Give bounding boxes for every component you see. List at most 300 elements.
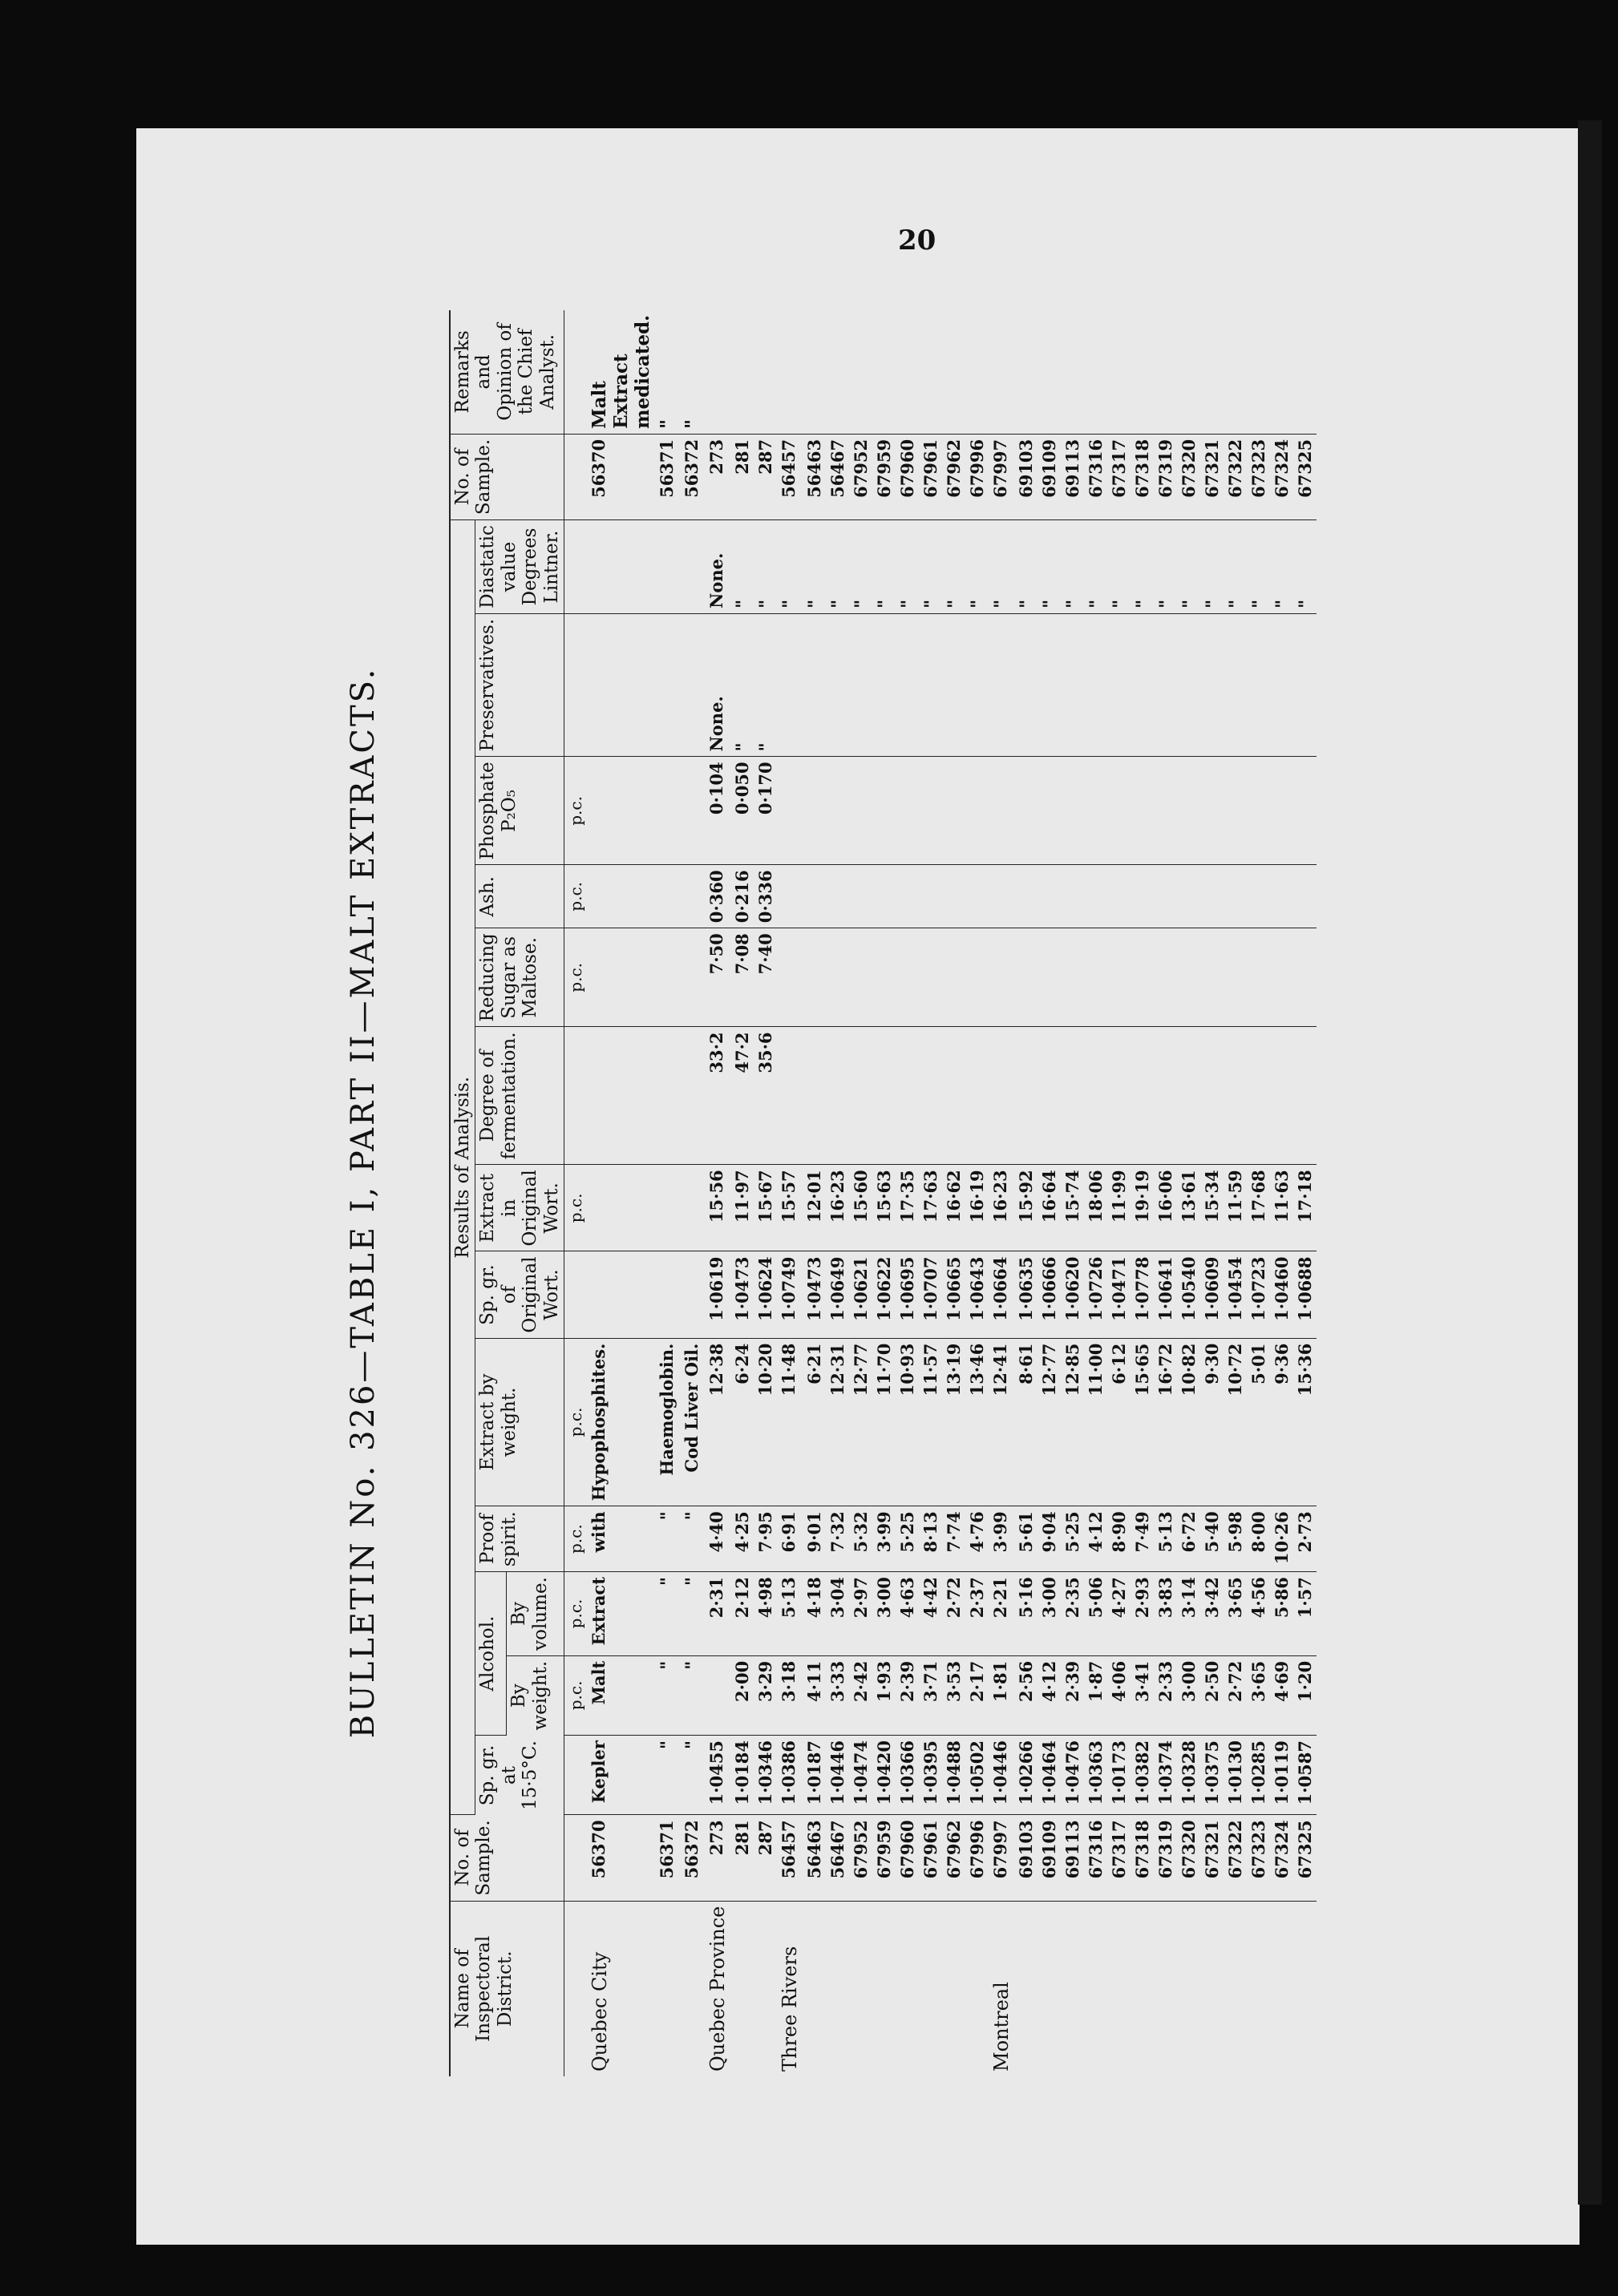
fermentation-cell	[1200, 1027, 1224, 1165]
ash-cell	[1107, 865, 1131, 928]
header-fermentation: Degree of fermentation.	[475, 1027, 564, 1165]
sample-cell: 67324	[1270, 1815, 1293, 1901]
preservatives-cell	[1061, 613, 1084, 757]
extract-original-cell: 17·18	[1293, 1165, 1317, 1251]
malt-extracts-table	[449, 310, 1317, 2076]
table-row	[989, 310, 1014, 2076]
sample-cell: 67960	[896, 1815, 919, 1901]
extract-weight-cell: 15·36	[1293, 1338, 1317, 1506]
extract-original-cell: 16·23	[826, 1165, 849, 1251]
ash-cell: 0·336	[754, 865, 777, 928]
reducing-sugar-cell	[1177, 928, 1200, 1027]
sp-gr-wort-cell: 1·0665	[942, 1251, 965, 1338]
district-cell	[1247, 1901, 1270, 2076]
sample-cell: 67316	[1084, 1815, 1107, 1901]
proof-spirit-cell: 8·00	[1247, 1506, 1270, 1572]
alcohol-weight-cell: 2·72	[1224, 1655, 1247, 1735]
sample-2-cell: 69103	[1014, 434, 1038, 519]
sample-cell: 67319	[1154, 1815, 1177, 1901]
ash-cell: 0·360	[705, 865, 730, 928]
ash-cell	[1224, 865, 1247, 928]
district-cell	[849, 1901, 872, 2076]
phosphate-cell	[1293, 757, 1317, 865]
district-cell	[1107, 1901, 1131, 2076]
sp-gr-cell: 1·0346	[754, 1736, 777, 1815]
remarks-cell	[1038, 310, 1061, 435]
reducing-sugar-cell	[1200, 928, 1224, 1027]
fermentation-cell	[989, 1027, 1014, 1165]
district-cell	[1177, 1901, 1200, 2076]
sp-gr-wort-cell: 1·0707	[919, 1251, 942, 1338]
table-row	[1014, 310, 1038, 2076]
unit-label: p.c.	[564, 865, 588, 928]
preservatives-cell	[1270, 613, 1293, 757]
fermentation-cell	[1131, 1027, 1154, 1165]
extract-original-cell: 15·92	[1014, 1165, 1038, 1251]
table-row	[919, 310, 942, 2076]
phosphate-cell	[849, 757, 872, 865]
sample-cell: 69109	[1038, 1815, 1061, 1901]
sample-2-cell: 56372	[680, 434, 705, 519]
diastatic-cell: "	[1293, 520, 1317, 614]
proof-spirit-cell: 8·13	[919, 1506, 942, 1572]
remarks-cell	[896, 310, 919, 435]
diastatic-cell: "	[1154, 520, 1177, 614]
table-row	[1224, 310, 1247, 2076]
diastatic-cell: "	[777, 520, 803, 614]
diastatic-cell: "	[965, 520, 989, 614]
sp-gr-wort-cell: 1·0620	[1061, 1251, 1084, 1338]
alcohol-volume-cell: 3·42	[1200, 1572, 1224, 1656]
proof-spirit-cell: 2·73	[1293, 1506, 1317, 1572]
reducing-sugar-cell	[655, 928, 680, 1027]
sample-cell: 67323	[1247, 1815, 1270, 1901]
proof-spirit-cell: 9·04	[1038, 1506, 1061, 1572]
fermentation-cell: 33·2	[705, 1027, 730, 1165]
sample-2-cell: 67960	[896, 434, 919, 519]
header-reducing-sugar: Reducing Sugar as Maltose.	[475, 928, 564, 1027]
alcohol-weight-cell: 2·39	[896, 1655, 919, 1735]
alcohol-volume-cell: 1·57	[1293, 1572, 1317, 1656]
alcohol-volume-cell: 2·93	[1131, 1572, 1154, 1656]
extract-weight-cell: 16·72	[1154, 1338, 1177, 1506]
remarks-cell	[1247, 310, 1270, 435]
proof-spirit-cell: "	[655, 1506, 680, 1572]
unit-label: p.c.	[564, 1506, 588, 1572]
sp-gr-cell: 1·0502	[965, 1736, 989, 1815]
reducing-sugar-cell	[872, 928, 896, 1027]
sp-gr-cell: 1·0474	[849, 1736, 872, 1815]
phosphate-cell	[1014, 757, 1038, 865]
extract-weight-cell: 10·93	[896, 1338, 919, 1506]
diastatic-cell: "	[989, 520, 1014, 614]
diastatic-cell: "	[849, 520, 872, 614]
proof-spirit-cell: 4·40	[705, 1506, 730, 1572]
sp-gr-wort-cell: 1·0688	[1293, 1251, 1317, 1338]
sample-2-cell: 67997	[989, 434, 1014, 519]
sample-cell: 67962	[942, 1815, 965, 1901]
table-row	[587, 310, 655, 2076]
table-row	[777, 310, 803, 2076]
proof-spirit-cell: 5·13	[1154, 1506, 1177, 1572]
sp-gr-cell: 1·0455	[705, 1736, 730, 1815]
phosphate-cell: 0·050	[730, 757, 754, 865]
table-row	[730, 310, 754, 2076]
extract-original-cell	[587, 1165, 655, 1251]
sample-cell: 67321	[1200, 1815, 1224, 1901]
district-cell: Quebec Province	[706, 1906, 730, 2072]
extract-weight-cell: 6·21	[803, 1338, 826, 1506]
sp-gr-cell: "	[680, 1736, 705, 1815]
table-row	[872, 310, 896, 2076]
sample-cell: 67322	[1224, 1815, 1247, 1901]
phosphate-cell	[587, 757, 655, 865]
alcohol-weight-cell	[705, 1655, 730, 1735]
phosphate-cell	[1177, 757, 1200, 865]
table-row	[1107, 310, 1131, 2076]
remarks-cell	[803, 310, 826, 435]
fermentation-cell	[1014, 1027, 1038, 1165]
header-sample-2: No. of Sample.	[450, 434, 564, 519]
alcohol-volume-cell: 2·12	[730, 1572, 754, 1656]
alcohol-volume-cell: 3·83	[1154, 1572, 1177, 1656]
sp-gr-wort-cell: 1·0749	[777, 1251, 803, 1338]
header-by-volume: By volume.	[507, 1572, 564, 1656]
fermentation-cell	[919, 1027, 942, 1165]
sp-gr-wort-cell: 1·0624	[754, 1251, 777, 1338]
alcohol-weight-cell: 4·12	[1038, 1655, 1061, 1735]
sample-cell: 67317	[1107, 1815, 1131, 1901]
reducing-sugar-cell	[1131, 928, 1154, 1027]
reducing-sugar-cell	[965, 928, 989, 1027]
proof-spirit-cell: 5·25	[896, 1506, 919, 1572]
proof-spirit-cell: 4·12	[1084, 1506, 1107, 1572]
sample-2-cell: 67319	[1154, 434, 1177, 519]
sample-cell: 67320	[1177, 1815, 1200, 1901]
extract-weight-cell: 10·82	[1177, 1338, 1200, 1506]
table-row	[1200, 310, 1224, 2076]
sample-cell: 69113	[1061, 1815, 1084, 1901]
district-cell: Quebec City	[589, 1951, 612, 2072]
alcohol-weight-cell: 3·29	[754, 1655, 777, 1735]
district-cell: Three Rivers	[779, 1946, 802, 2072]
fermentation-cell	[777, 1027, 803, 1165]
reducing-sugar-cell	[680, 928, 705, 1027]
diastatic-cell	[655, 520, 680, 614]
preservatives-cell: "	[754, 613, 777, 757]
alcohol-volume-cell: 4·18	[803, 1572, 826, 1656]
table-row	[942, 310, 965, 2076]
fermentation-cell: 47·2	[730, 1027, 754, 1165]
sample-cell: 56463	[803, 1815, 826, 1901]
header-results: Results of Analysis.	[450, 520, 475, 1815]
phosphate-cell	[896, 757, 919, 865]
alcohol-volume-cell: "	[655, 1572, 680, 1656]
header-alcohol: Alcohol.	[475, 1572, 507, 1736]
alcohol-weight-cell: 3·00	[1177, 1655, 1200, 1735]
table-row	[680, 310, 705, 2076]
proof-spirit-cell: 7·74	[942, 1506, 965, 1572]
remarks-cell	[1154, 310, 1177, 435]
alcohol-volume-cell: 2·97	[849, 1572, 872, 1656]
diastatic-cell: "	[1247, 520, 1270, 614]
preservatives-cell	[1154, 613, 1177, 757]
district-cell	[919, 1901, 942, 2076]
phosphate-cell	[826, 757, 849, 865]
table-row	[705, 310, 730, 2076]
phosphate-cell	[803, 757, 826, 865]
alcohol-volume-cell: 4·56	[1247, 1572, 1270, 1656]
district-cell	[1270, 1901, 1293, 2076]
table-row	[1084, 310, 1107, 2076]
ash-cell	[896, 865, 919, 928]
district-cell	[942, 1901, 965, 2076]
alcohol-volume-cell: 4·27	[1107, 1572, 1131, 1656]
alcohol-volume-cell: 2·31	[705, 1572, 730, 1656]
fermentation-cell	[942, 1027, 965, 1165]
preservatives-cell	[777, 613, 803, 757]
phosphate-cell	[1084, 757, 1107, 865]
sp-gr-wort-cell: 1·0635	[1014, 1251, 1038, 1338]
preservatives-cell	[896, 613, 919, 757]
extract-original-cell: 15·34	[1200, 1165, 1224, 1251]
fermentation-cell	[655, 1027, 680, 1165]
sp-gr-wort-cell: 1·0666	[1038, 1251, 1061, 1338]
remarks-cell	[826, 310, 849, 435]
phosphate-cell	[1061, 757, 1084, 865]
sample-2-cell: 56463	[803, 434, 826, 519]
reducing-sugar-cell	[919, 928, 942, 1027]
preservatives-cell	[1014, 613, 1038, 757]
preservatives-cell	[1107, 613, 1131, 757]
sp-gr-cell: 1·0476	[1061, 1736, 1084, 1815]
district-cell	[1131, 1901, 1154, 2076]
proof-spirit-cell: with	[587, 1506, 655, 1572]
preservatives-cell	[1224, 613, 1247, 757]
unit-label: p.c.	[564, 1338, 588, 1506]
table-row	[1293, 310, 1317, 2076]
ash-cell	[1154, 865, 1177, 928]
remarks-cell	[1177, 310, 1200, 435]
extract-original-cell	[680, 1165, 705, 1251]
diastatic-cell: None.	[705, 520, 730, 614]
proof-spirit-cell: 5·32	[849, 1506, 872, 1572]
district-cell	[1154, 1901, 1177, 2076]
extract-original-cell	[655, 1165, 680, 1251]
remarks-cell	[872, 310, 896, 435]
remarks-cell	[919, 310, 942, 435]
header-remarks: Remarks and Opinion of the Chief Analyst.	[450, 310, 564, 435]
alcohol-weight-cell: 4·11	[803, 1655, 826, 1735]
extract-weight-cell: 9·36	[1270, 1338, 1293, 1506]
proof-spirit-cell: 5·98	[1224, 1506, 1247, 1572]
sp-gr-wort-cell: 1·0471	[1107, 1251, 1131, 1338]
ash-cell	[680, 865, 705, 928]
sample-2-cell: 273	[705, 434, 730, 519]
sp-gr-cell: 1·0266	[1014, 1736, 1038, 1815]
remarks-cell	[754, 310, 777, 435]
extract-weight-cell: 12·77	[1038, 1338, 1061, 1506]
fermentation-cell	[1270, 1027, 1293, 1165]
sp-gr-wort-cell: 1·0609	[1200, 1251, 1224, 1338]
phosphate-cell	[1154, 757, 1177, 865]
alcohol-weight-cell: 2·42	[849, 1655, 872, 1735]
header-extract-weight: Extract by weight.	[475, 1338, 564, 1506]
sp-gr-cell: 1·0464	[1038, 1736, 1061, 1815]
sp-gr-wort-cell: 1·0473	[730, 1251, 754, 1338]
preservatives-cell	[919, 613, 942, 757]
district-cell	[896, 1901, 919, 2076]
unit-label: p.c.	[564, 757, 588, 865]
extract-weight-cell: 10·20	[754, 1338, 777, 1506]
reducing-sugar-cell	[826, 928, 849, 1027]
extract-original-cell: 16·23	[989, 1165, 1014, 1251]
preservatives-cell: None.	[705, 613, 730, 757]
reducing-sugar-cell	[1038, 928, 1061, 1027]
reducing-sugar-cell	[1014, 928, 1038, 1027]
proof-spirit-cell: 3·99	[872, 1506, 896, 1572]
reducing-sugar-cell: 7·50	[705, 928, 730, 1027]
preservatives-cell: "	[730, 613, 754, 757]
preservatives-cell	[872, 613, 896, 757]
extract-original-cell: 16·19	[965, 1165, 989, 1251]
diastatic-cell: "	[1131, 520, 1154, 614]
fermentation-cell	[826, 1027, 849, 1165]
remarks-cell	[1200, 310, 1224, 435]
sample-cell: 56457	[777, 1815, 803, 1901]
remarks-cell: Malt Extract medicated.	[587, 310, 655, 435]
sp-gr-cell: Kepler	[587, 1736, 655, 1815]
diastatic-cell: "	[919, 520, 942, 614]
sp-gr-cell: 1·0374	[1154, 1736, 1177, 1815]
sample-cell: 56372	[680, 1815, 705, 1901]
sp-gr-cell: 1·0446	[989, 1736, 1014, 1815]
extract-weight-cell: 9·30	[1200, 1338, 1224, 1506]
sp-gr-wort-cell: 1·0726	[1084, 1251, 1107, 1338]
alcohol-volume-cell: 3·65	[1224, 1572, 1247, 1656]
table-row	[1270, 310, 1293, 2076]
extract-original-cell: 15·67	[754, 1165, 777, 1251]
sp-gr-cell: 1·0187	[803, 1736, 826, 1815]
sample-2-cell: 67962	[942, 434, 965, 519]
sp-gr-wort-cell: 1·0778	[1131, 1251, 1154, 1338]
proof-spirit-cell: 7·95	[754, 1506, 777, 1572]
sp-gr-cell: "	[655, 1736, 680, 1815]
fermentation-cell	[872, 1027, 896, 1165]
unit-label: p.c.	[564, 1655, 588, 1735]
sp-gr-cell: 1·0173	[1107, 1736, 1131, 1815]
sample-cell: 67318	[1131, 1815, 1154, 1901]
sp-gr-cell: 1·0119	[1270, 1736, 1293, 1815]
proof-spirit-cell: 7·49	[1131, 1506, 1154, 1572]
extract-weight-cell: 12·85	[1061, 1338, 1084, 1506]
remarks-cell	[705, 310, 730, 435]
diastatic-cell: "	[1107, 520, 1131, 614]
phosphate-cell: 0·104	[705, 757, 730, 865]
proof-spirit-cell: "	[680, 1506, 705, 1572]
extract-weight-cell: 12·38	[705, 1338, 730, 1506]
district-cell	[1200, 1901, 1224, 2076]
alcohol-volume-cell: 2·37	[965, 1572, 989, 1656]
preservatives-cell	[587, 613, 655, 757]
sp-gr-cell: 1·0328	[1177, 1736, 1200, 1815]
table-row	[849, 310, 872, 2076]
table-row	[826, 310, 849, 2076]
remarks-cell	[1224, 310, 1247, 435]
fermentation-cell	[587, 1027, 655, 1165]
sample-2-cell: 56371	[655, 434, 680, 519]
phosphate-cell	[919, 757, 942, 865]
alcohol-weight-cell: 1·87	[1084, 1655, 1107, 1735]
alcohol-volume-cell: 2·21	[989, 1572, 1014, 1656]
sp-gr-wort-cell	[680, 1251, 705, 1338]
sp-gr-wort-cell: 1·0643	[965, 1251, 989, 1338]
extract-original-cell: 17·35	[896, 1165, 919, 1251]
phosphate-cell	[1038, 757, 1061, 865]
remarks-cell	[1107, 310, 1131, 435]
ash-cell	[1084, 865, 1107, 928]
sample-2-cell: 287	[754, 434, 777, 519]
diastatic-cell: "	[826, 520, 849, 614]
sp-gr-cell: 1·0395	[919, 1736, 942, 1815]
district-cell: Montreal	[990, 1982, 1013, 2072]
phosphate-cell	[1270, 757, 1293, 865]
diastatic-cell: "	[803, 520, 826, 614]
extract-weight-cell: 6·12	[1107, 1338, 1131, 1506]
rotated-table-block	[329, 281, 1596, 2124]
preservatives-cell	[1131, 613, 1154, 757]
sp-gr-wort-cell: 1·0641	[1154, 1251, 1177, 1338]
fermentation-cell	[1154, 1027, 1177, 1165]
sample-2-cell: 67320	[1177, 434, 1200, 519]
table-row	[754, 310, 777, 2076]
sample-cell: 67952	[849, 1815, 872, 1901]
ash-cell	[1200, 865, 1224, 928]
preservatives-cell	[1084, 613, 1107, 757]
sample-2-cell: 67952	[849, 434, 872, 519]
extract-weight-cell: Cod Liver Oil.	[680, 1338, 705, 1506]
fermentation-cell	[1224, 1027, 1247, 1165]
remarks-cell	[965, 310, 989, 435]
extract-weight-cell: 8·61	[1014, 1338, 1038, 1506]
ash-cell	[872, 865, 896, 928]
remarks-cell	[1061, 310, 1084, 435]
preservatives-cell	[680, 613, 705, 757]
table-row	[965, 310, 989, 2076]
proof-spirit-cell: 5·61	[1014, 1506, 1038, 1572]
extract-weight-cell: 10·72	[1224, 1338, 1247, 1506]
alcohol-volume-cell: 4·42	[919, 1572, 942, 1656]
sample-2-cell: 67325	[1293, 434, 1317, 519]
reducing-sugar-cell	[896, 928, 919, 1027]
reducing-sugar-cell	[1247, 928, 1270, 1027]
sample-2-cell: 67317	[1107, 434, 1131, 519]
fermentation-cell	[896, 1027, 919, 1165]
sample-2-cell: 69113	[1061, 434, 1084, 519]
preservatives-cell	[965, 613, 989, 757]
sp-gr-wort-cell: 1·0621	[849, 1251, 872, 1338]
district-cell	[826, 1901, 849, 2076]
sp-gr-wort-cell: 1·0649	[826, 1251, 849, 1338]
district-cell	[1038, 1901, 1061, 2076]
sample-cell: 67996	[965, 1815, 989, 1901]
reducing-sugar-cell	[1084, 928, 1107, 1027]
fermentation-cell	[1084, 1027, 1107, 1165]
sample-2-cell: 67959	[872, 434, 896, 519]
preservatives-cell	[989, 613, 1014, 757]
phosphate-cell	[989, 757, 1014, 865]
proof-spirit-cell: 6·91	[777, 1506, 803, 1572]
